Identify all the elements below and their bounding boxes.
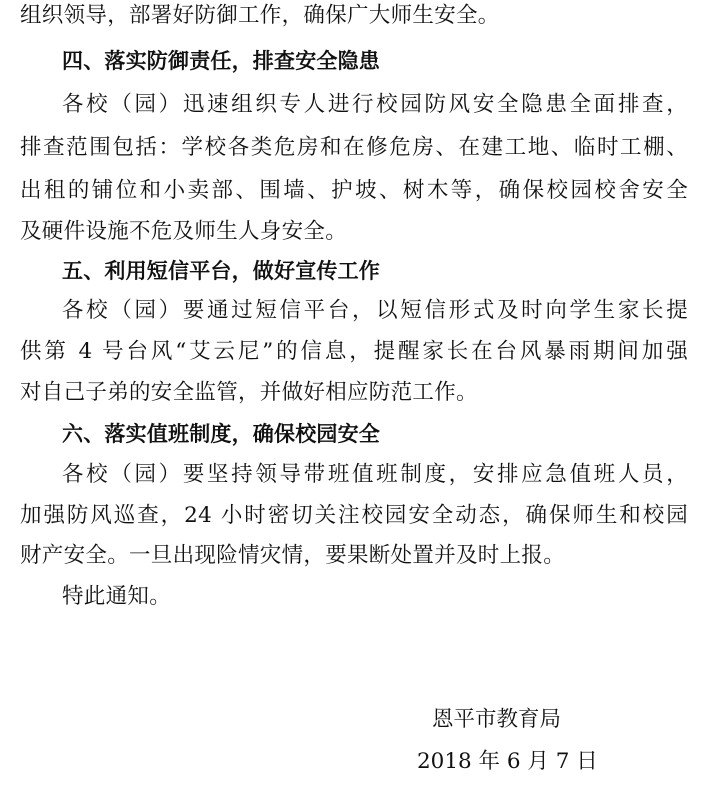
section-heading-5: 五、利用短信平台，做好宣传工作	[62, 259, 380, 283]
body-text-line: 及硬件设施不危及师生人身安全。	[20, 219, 348, 244]
body-text-line: 对自己子弟的安全监管，并做好相应防范工作。	[20, 380, 478, 405]
body-text-line: 各校（园）要坚持领导带班值班制度，安排应急值班人员，	[62, 462, 688, 487]
closing-text: 特此通知。	[62, 584, 172, 609]
signature-date: 2018 年 6 月 7 日	[417, 749, 598, 774]
body-text-line: 排查范围包括：学校各类危房和在修危房、在建工地、临时工棚、	[20, 135, 688, 160]
section-heading-6: 六、落实值班制度，确保校园安全	[62, 422, 380, 446]
section-heading-4: 四、落实防御责任，排查安全隐患	[62, 49, 380, 73]
body-text-line: 加强防风巡查，24 小时密切关注校园安全动态，确保师生和校园	[20, 503, 688, 528]
body-text-line: 组织领导，部署好防御工作，确保广大师生安全。	[20, 3, 500, 28]
body-text-line: 各校（园）要通过短信平台，以短信形式及时向学生家长提	[62, 298, 688, 323]
signature-organization: 恩平市教育局	[432, 707, 562, 732]
body-text-line: 供第 4 号台风“艾云尼”的信息，提醒家长在台风暴雨期间加强	[20, 339, 688, 364]
body-text-line: 出租的铺位和小卖部、围墙、护坡、树木等，确保校园校舍安全	[20, 178, 688, 203]
body-text-line: 各校（园）迅速组织专人进行校园防风安全隐患全面排查，	[62, 92, 688, 117]
body-text-line: 财产安全。一旦出现险情灾情，要果断处置并及时上报。	[20, 543, 566, 568]
